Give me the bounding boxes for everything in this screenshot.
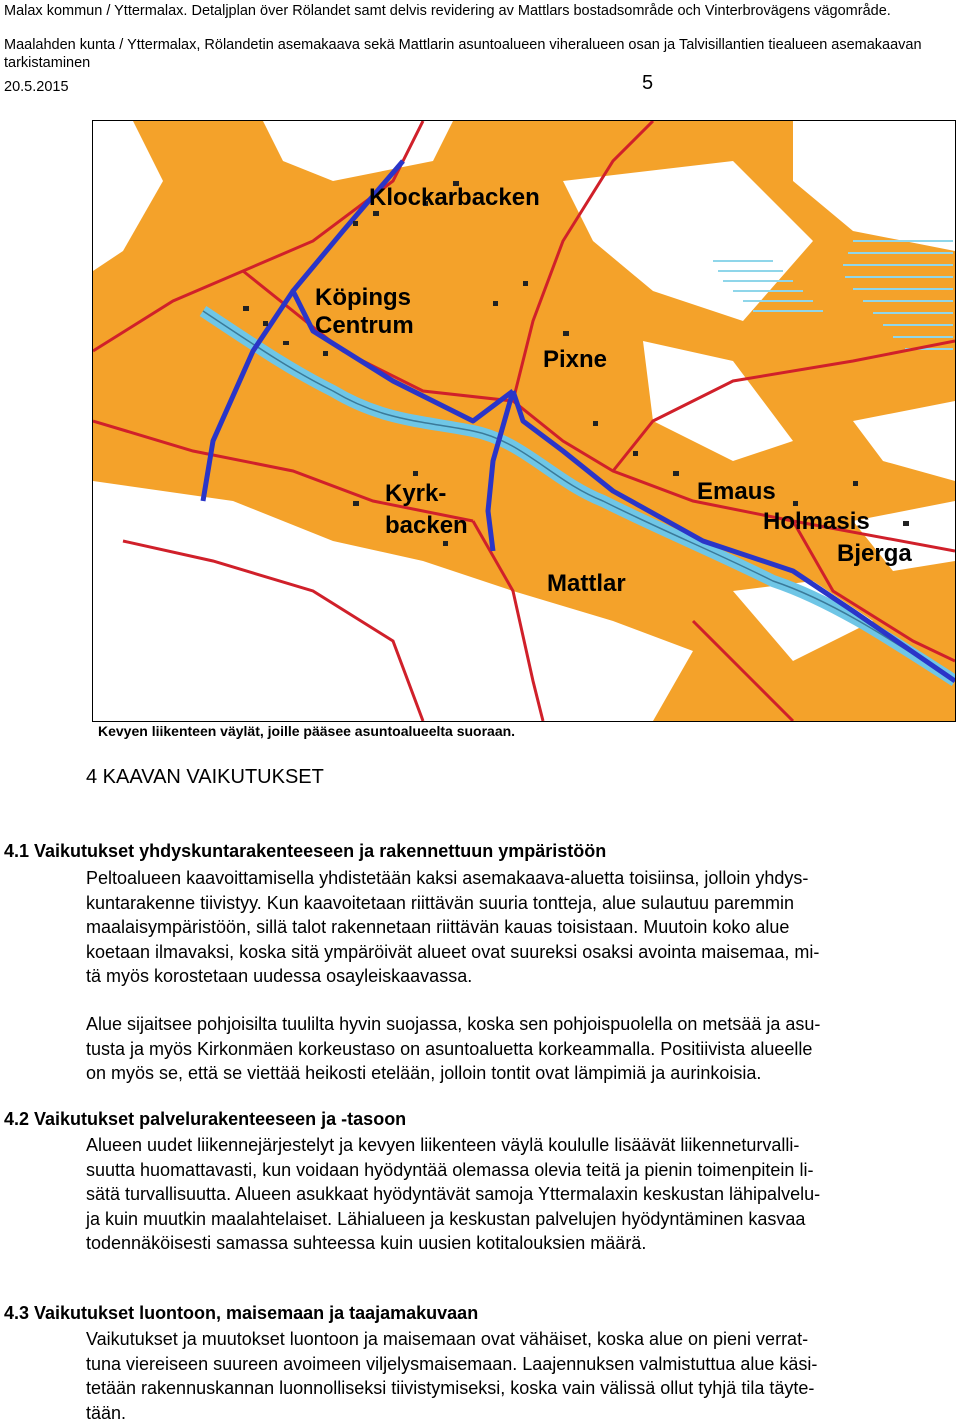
document-header-subtitle: Maalahden kunta / Yttermalax, Rölandetin asemakaava sekä Mattlarin asuntoalueen viheralueen osan ja Talvisillantien tiealueen asemakaavan tarkistaminen — [4, 36, 954, 72]
text-line: Peltoalueen kaavoittamisella yhdistetään kaksi asemakaava-aluetta toisiinsa, jolloin yhdys- — [86, 866, 944, 891]
text-line: Alueen uudet liikennejärjestelyt ja kevyen liikenteen väylä koululle lisäävät liikenneturvalli- — [86, 1133, 944, 1158]
label-centrum: Centrum — [315, 312, 414, 339]
document-header-title: Malax kommun / Yttermalax. Detaljplan över Rölandet samt delvis revidering av Mattlars bostadsområde och Vinterbrovägens vägområde. — [4, 2, 891, 20]
area-map — [92, 120, 956, 722]
text-line: kuntarakenne tiivistyy. Kun kaavoitetaan riittävän suuria tontteja, alue sulautuu paremmin — [86, 891, 944, 916]
label-kyrk: Kyrk- — [385, 480, 446, 507]
subsection-title-4-2: 4.2 Vaikutukset palvelurakenteeseen ja -tasoon — [4, 1109, 406, 1130]
text-line: Vaikutukset ja muutokset luontoon ja maisemaan ovat vähäiset, koska alue on pieni verrat- — [86, 1327, 944, 1352]
label-mattlar: Mattlar — [547, 570, 626, 597]
text-line: tuna viereiseen suureen avoimeen viljelysmaisemaan. Laajennuksen valmistuttua alue käsi- — [86, 1352, 944, 1377]
label-emaus: Emaus — [697, 478, 776, 505]
label-backen: backen — [385, 512, 468, 539]
text-line: maalaisympäristöön, sillä talot rakennetaan riittävän kauas toisistaan. Muutoin koko alue — [86, 915, 944, 940]
text-line: tetään rakennuskannan luonnolliseksi tiivistymiseksi, koska vain välissä ollut tyhjä tila täyte- — [86, 1376, 944, 1401]
text-line: tusta ja myös Kirkonmäen korkeustaso on asuntoaluetta korkeammalla. Positiivista alueelle — [86, 1037, 944, 1062]
text-line: suutta huomattavasti, kun voidaan hyödyntää olemassa olevia teitä ja pienin toimenpitein li- — [86, 1158, 944, 1183]
subsection-title-4-3: 4.3 Vaikutukset luontoon, maisemaan ja taajamakuvaan — [4, 1303, 478, 1324]
paragraph-4-1-b — [86, 1012, 944, 1086]
paragraph-4-1-a — [86, 866, 944, 989]
document-date: 20.5.2015 — [4, 78, 69, 96]
paragraph-4-2 — [86, 1133, 944, 1256]
page-number: 5 — [642, 72, 653, 95]
label-holmasis: Holmasis — [763, 508, 870, 535]
label-klockarbacken: Klockarbacken — [369, 184, 540, 211]
text-line: sätä turvallisuutta. Alueen asukkaat hyödyntävät samoja Yttermalaxin keskustan lähipalvelu- — [86, 1182, 944, 1207]
text-line: tään. — [86, 1401, 944, 1425]
section-heading: 4 KAAVAN VAIKUTUKSET — [86, 766, 324, 789]
text-line: todennäköisesti samassa suhteessa kuin uusien kotitalouksien määrä. — [86, 1231, 944, 1256]
label-kopings: Köpings — [315, 284, 411, 311]
label-pixne: Pixne — [543, 346, 607, 373]
text-line: koetaan ilmavaksi, koska sitä ympäröivät alueet ovat suureksi osaksi avointa maisemaa, mi- — [86, 940, 944, 965]
map-caption: Kevyen liikenteen väylät, joille pääsee asuntoalueelta suoraan. — [98, 723, 515, 739]
label-bjerga: Bjerga — [837, 540, 912, 567]
subsection-title-4-1: 4.1 Vaikutukset yhdyskuntarakenteeseen ja rakennettuun ympäristöön — [4, 841, 606, 862]
paragraph-4-3 — [86, 1327, 944, 1425]
map-graphic — [93, 121, 955, 721]
text-line: tä myös korostetaan uudessa osayleiskaavassa. — [86, 964, 944, 989]
text-line: Alue sijaitsee pohjoisilta tuulilta hyvin suojassa, koska sen pohjoispuolella on metsää ja asu- — [86, 1012, 944, 1037]
text-line: on myös se, että se viettää heikosti etelään, jolloin tontit ovat lämpimiä ja aurinkoisia. — [86, 1061, 944, 1086]
text-line: ja kuin muutkin maalahtelaiset. Lähialueen ja keskustan palvelujen hyödyntäminen kasvaa — [86, 1207, 944, 1232]
